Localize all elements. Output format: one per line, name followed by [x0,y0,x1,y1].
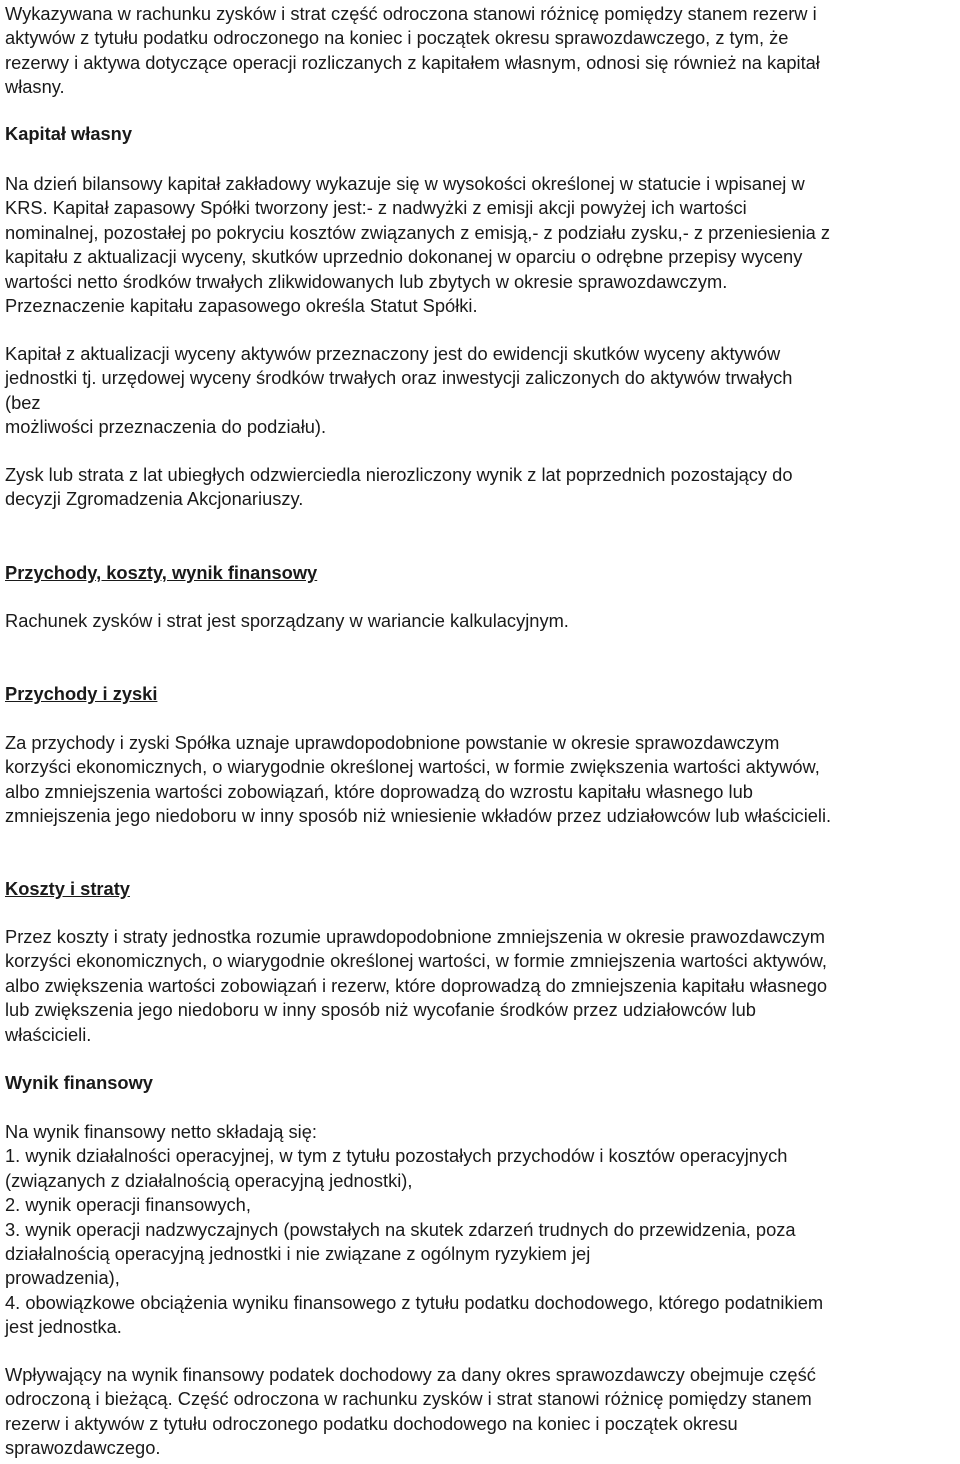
paragraph-kapital-aktualizacji: Kapitał z aktualizacji wyceny aktywów przeznaczony jest do ewidencji skutków wyceny aktywów jednostki tj. urzędowej wyceny środków trwałych oraz inwestycji zaliczonych do aktywów trwałych (bez możliwości przeznaczenia do podziału). [5,343,793,438]
paragraph-podatek-dochodowy: Wpływający na wynik finansowy podatek dochodowy za dany okres sprawozdawczy obejmuje część odroczoną i bieżącą. Część odroczona w rachunku zysków i strat stanowi różnicę pomiędzy stanem rezerw i aktywów z tytułu odroczonego podatku dochodowego na koniec i początek okresu sprawozdawczego. [5,1364,816,1459]
paragraph-koszty-straty: Przez koszty i straty jednostka rozumie uprawdopodobnione zmniejszenia w okresie prawozdawczym korzyści ekonomicznych, o wiarygodnie określonej wartości, w formie zmniejszenia wartości aktywów, albo zwiększenia wartości zobowiązań i rezerw, które doprowadzą do zmniejszenia kapitału własnego lub zwiększenia jego niedoboru w inny sposób niż wycofanie środków przez udziałowców lub właścicieli. [5,926,828,1045]
paragraph-kapital-zakladowy: Na dzień bilansowy kapitał zakładowy wykazuje się w wysokości określonej w statucie i wpisanej w KRS. Kapitał zapasowy Spółki tworzony jest:- z nadwyżki z emisji akcji powyżej ich wartości nominalnej, pozostałej po pokryciu kosztów związanych z emisją,- z podziału zysku,- z przeniesienia z kapitału z aktualizacji wyceny, skutków uprzednio dokonanej w oparciu o odrębne przepisy wyceny wartości netto środków trwałych zlikwidowanych lub zbytych w okresie sprawozdawczym. Przeznaczenie kapitału zapasowego określa Statut Spółki. [5,173,831,317]
paragraph-zysk-strata: Zysk lub strata z lat ubiegłych odzwierciedla nierozliczony wynik z lat poprzednich pozostający do decyzji Zgromadzenia Akcjonariuszy. [5,464,793,510]
heading-przychody-zyski: Przychody i zyski [5,683,158,704]
paragraph-wynik-skladniki: Na wynik finansowy netto składają się: 1. wynik działalności operacyjnej, w tym z tytułu pozostałych przychodów i kosztów operacyjnych (związanych z działalnością operacyjną jednostki), 2. wynik operacji finansowych, 3. wynik operacji nadzwyczajnych (powstałych na skutek zdarzeń trudnych do przewidzenia, poza działalnością operacyjną jednostki i nie związane z ogólnym ryzykiem jej prowadzenia), 4. obowiązkowe obciążenia wyniku finansowego z tytułu podatku dochodowego, którego podatnikiem jest jednostka. [5,1121,824,1338]
paragraph-rachunek-zyskow: Rachunek zysków i strat jest sporządzany w wariancie kalkulacyjnym. [5,610,569,631]
heading-kapital-wlasny: Kapitał własny [5,123,132,144]
heading-koszty-straty: Koszty i straty [5,878,130,899]
heading-wynik-finansowy: Wynik finansowy [5,1072,153,1093]
heading-przychody-koszty-wynik: Przychody, koszty, wynik finansowy [5,562,318,583]
intro-paragraph: Wykazywana w rachunku zysków i strat część odroczona stanowi różnicę pomiędzy stanem rezerw i aktywów z tytułu podatku odroczonego na koniec i początek okresu sprawozdawczego, z tym, że rezerwy i aktywa dotyczące operacji rozliczanych z kapitałem własnym, odnosi się również na kapitał własny. [5,3,820,98]
paragraph-przychody-zyski: Za przychody i zyski Spółka uznaje uprawdopodobnione powstanie w okresie sprawozdawczym korzyści ekonomicznych, o wiarygodnie określonej wartości, w formie zwiększenia wartości aktywów, albo zmniejszenia wartości zobowiązań, które doprowadzą do wzrostu kapitału własnego lub zmniejszenia jego niedoboru w inny sposób niż wniesienie wkładów przez udziałowców lub właścicieli. [5,732,832,827]
